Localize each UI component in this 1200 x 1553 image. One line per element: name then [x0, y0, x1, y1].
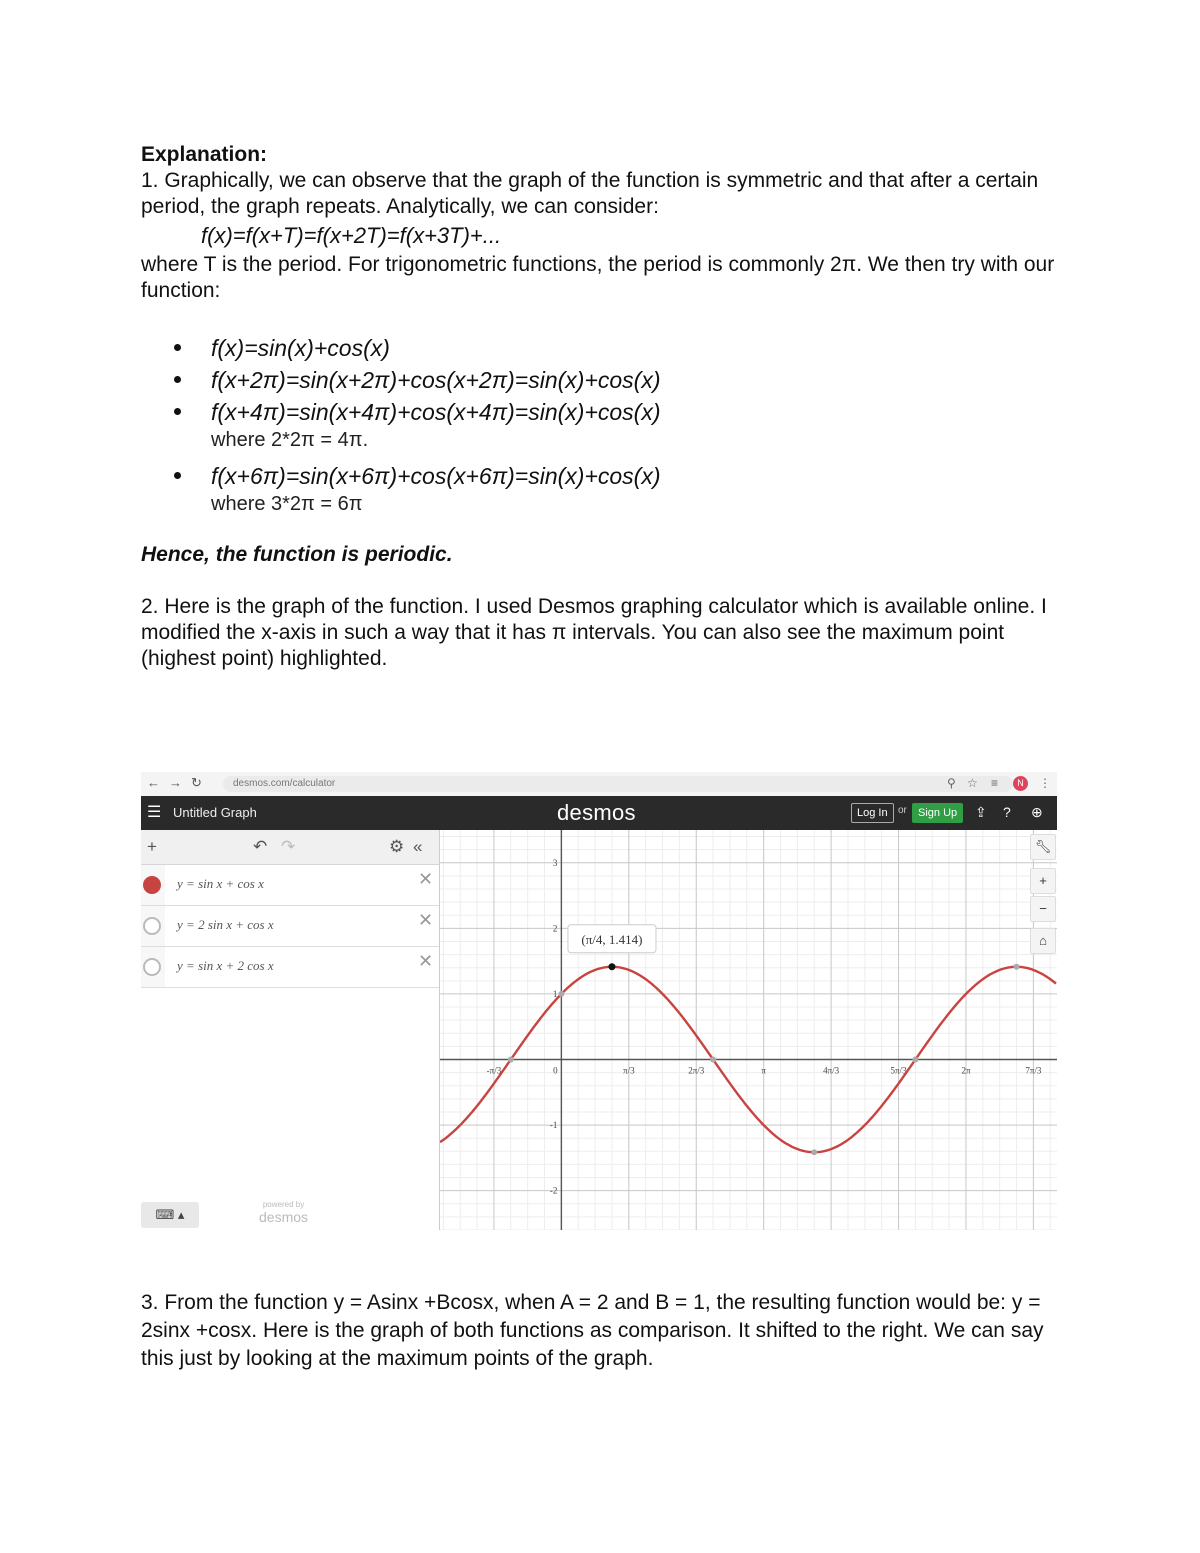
y-tick-label: 1	[552, 988, 558, 999]
expression-rhs: 2 sin x + cos x	[198, 917, 274, 932]
bullet-dot	[174, 408, 181, 415]
y-tick-label: 3	[552, 857, 558, 868]
minimum-point	[811, 1149, 817, 1155]
expression-text	[177, 876, 264, 892]
explanation-heading: Explanation:	[141, 143, 268, 166]
paragraph-2: 2. Here is the graph of the function. I used Desmos graphing calculator which is available online. I modified the x-axis in such a way that it has π intervals. You can also see the maximum point (highest point) highlighted.	[141, 595, 1047, 670]
login-button[interactable]: Log In	[851, 803, 894, 823]
avatar[interactable]: N	[1013, 776, 1028, 791]
desmos-header	[141, 796, 1057, 830]
bullet-note: where 3*2π = 6π	[211, 493, 363, 515]
color-toggle-icon[interactable]	[143, 917, 161, 935]
add-item-icon[interactable]: +	[147, 837, 157, 856]
star-icon[interactable]: ☆	[967, 776, 978, 790]
x-tick-label: π/3	[623, 1065, 635, 1076]
expression-row[interactable]	[141, 865, 439, 906]
y-tick-label: 2	[552, 923, 558, 934]
bullet-note: where 2*2π = 4π.	[211, 429, 369, 451]
bullet-formula: f(x+2π)=sin(x+2π)+cos(x+2π)=sin(x)+cos(x)	[211, 367, 661, 393]
expression-rhs: sin x + cos x	[198, 876, 264, 891]
document-body	[141, 142, 1061, 672]
help-icon[interactable]: ?	[1003, 804, 1011, 820]
x-tick-label: π	[761, 1065, 766, 1076]
list-item	[141, 364, 1061, 396]
paragraph-3: 3. From the function y = Asinx +Bcosx, when A = 2 and B = 1, the resulting function would be: y = 2sinx +cosx. Here is the graph of both functions as comparison. It shifted to the right. We can say this just by looking at the maximum points of the graph.	[141, 1291, 1044, 1370]
expression-equals: =	[186, 917, 195, 932]
paragraph-1: 1. Graphically, we can observe that the graph of the function is symmetric and that after a certain period, the graph repeats. Analytically, we can consider:	[141, 169, 1039, 218]
home-icon[interactable]: ⌂	[1030, 928, 1056, 954]
x-tick-label: 2π/3	[688, 1065, 705, 1076]
forward-icon[interactable]: →	[169, 775, 182, 790]
formula-list	[141, 332, 1061, 516]
expression-equals: =	[186, 876, 195, 891]
back-icon[interactable]: ←	[147, 775, 160, 790]
browser-toolbar	[141, 772, 1057, 796]
redo-icon[interactable]: ↷	[281, 837, 296, 856]
y-tick-label: -2	[549, 1185, 558, 1196]
expression-row[interactable]	[141, 947, 439, 988]
share-icon[interactable]: ⇪	[975, 804, 987, 820]
zoom-in-icon[interactable]: +	[1030, 868, 1056, 894]
x-tick-label: 2π	[961, 1065, 971, 1076]
maximum-point	[608, 963, 615, 970]
bullet-formula: f(x+6π)=sin(x+6π)+cos(x+6π)=sin(x)+cos(x)	[211, 463, 661, 489]
expression-row[interactable]	[141, 906, 439, 947]
intercept-point	[912, 1057, 918, 1063]
desmos-logo: desmos	[557, 800, 636, 825]
delete-expression-icon[interactable]: ✕	[418, 951, 434, 971]
x-tick-label: 7π/3	[1025, 1065, 1042, 1076]
conclusion-text: Hence, the function is periodic.	[141, 543, 453, 566]
keyboard-toggle-icon[interactable]: ⌨ ▴	[141, 1202, 199, 1228]
x-tick-label: 0	[553, 1065, 558, 1076]
bullet-dot	[174, 344, 181, 351]
desmos-screenshot	[141, 772, 1057, 1230]
x-tick-label: -π/3	[486, 1065, 502, 1076]
expression-text	[177, 958, 274, 974]
powered-by-text: powered by	[262, 1200, 305, 1209]
globe-icon[interactable]: ⊕	[1031, 804, 1043, 820]
x-tick-label: 5π/3	[890, 1065, 907, 1076]
expression-y: y	[177, 876, 183, 891]
bullet-formula: f(x)=sin(x)+cos(x)	[211, 335, 390, 361]
list-item	[141, 460, 1061, 516]
expression-rhs: sin x + 2 cos x	[198, 958, 274, 973]
intercept-point	[508, 1057, 514, 1063]
zoom-icon[interactable]: ⚲	[947, 776, 956, 790]
intercept-point	[1014, 964, 1020, 970]
point-label: (π/4, 1.414)	[581, 931, 643, 947]
powered-by-brand: desmos	[259, 1209, 309, 1225]
paragraph-1-continued: where T is the period. For trigonometric functions, the period is commonly 2π. We then try with our function:	[141, 253, 1055, 302]
signup-button[interactable]: Sign Up	[912, 803, 963, 823]
list-item	[141, 396, 1061, 452]
expression-panel	[141, 830, 440, 1230]
powered-by-logo	[259, 1200, 308, 1225]
bullet-dot	[174, 376, 181, 383]
bullet-formula: f(x+4π)=sin(x+4π)+cos(x+4π)=sin(x)+cos(x)	[211, 399, 661, 425]
intercept-point	[558, 991, 564, 997]
wrench-icon[interactable]: 🔧︎	[1030, 834, 1056, 860]
graph-canvas[interactable]	[440, 830, 1057, 1230]
reload-icon[interactable]: ↻	[191, 775, 202, 790]
y-tick-label: -1	[549, 1120, 558, 1131]
list-item	[141, 332, 1061, 364]
period-formula: f(x)=f(x+T)=f(x+2T)=f(x+3T)+...	[201, 223, 502, 248]
hamburger-icon[interactable]: ☰	[147, 804, 162, 821]
menu-dots-icon[interactable]: ⋮	[1039, 776, 1051, 790]
address-bar[interactable]: desmos.com/calculator	[223, 776, 1013, 792]
graph-title[interactable]: Untitled Graph	[173, 805, 257, 820]
or-text: or	[898, 805, 907, 816]
color-toggle-icon[interactable]	[143, 876, 161, 894]
playlist-icon[interactable]: ≡	[991, 776, 999, 790]
undo-icon[interactable]: ↶	[253, 837, 268, 856]
expression-toolbar	[141, 830, 439, 865]
expression-y: y	[177, 917, 183, 932]
zoom-out-icon[interactable]: −	[1030, 896, 1056, 922]
expression-text	[177, 917, 274, 933]
collapse-panel-icon[interactable]: «	[413, 837, 423, 856]
expression-y: y	[177, 958, 183, 973]
delete-expression-icon[interactable]: ✕	[418, 910, 434, 930]
bullet-dot	[174, 472, 181, 479]
expression-equals: =	[186, 958, 195, 973]
intercept-point	[710, 1057, 716, 1063]
x-tick-label: 4π/3	[823, 1065, 840, 1076]
settings-gear-icon[interactable]: ⚙	[389, 837, 405, 856]
color-toggle-icon[interactable]	[143, 958, 161, 976]
delete-expression-icon[interactable]: ✕	[418, 869, 434, 889]
